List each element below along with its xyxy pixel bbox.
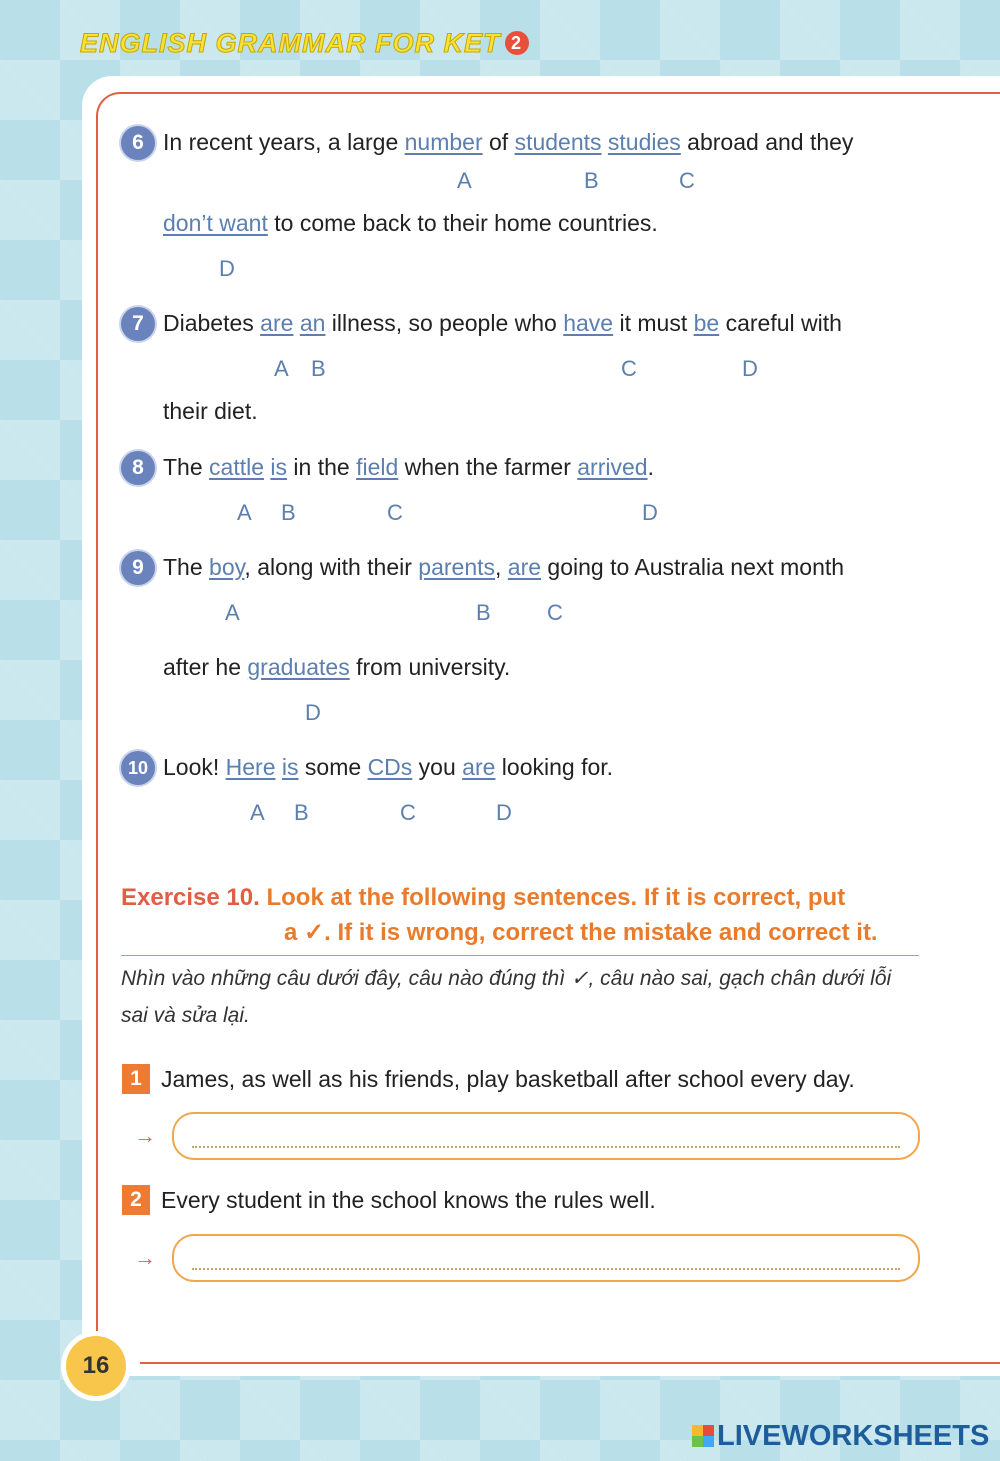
item-1-number: 1 (122, 1064, 150, 1094)
arrow-icon: → (134, 1245, 156, 1270)
text: The (163, 454, 210, 480)
item-1-answer-input[interactable] (172, 1112, 920, 1160)
label-6c: C (679, 168, 695, 193)
question-9-line-1 (163, 554, 844, 581)
option-9a[interactable]: boy (209, 554, 245, 580)
text: of (482, 129, 515, 155)
option-7b[interactable]: an (299, 310, 326, 336)
label-7d: D (742, 356, 758, 381)
text: The (163, 554, 210, 580)
option-6a[interactable]: number (404, 129, 483, 155)
question-8-number: 8 (121, 451, 155, 485)
text: going to Australia next month (541, 554, 845, 580)
item-2-sentence: Every student in the school knows the rules well. (161, 1187, 656, 1213)
label-6a: A (457, 168, 472, 193)
item-2-answer-input[interactable] (172, 1234, 920, 1282)
text: you (412, 754, 463, 780)
option-10d[interactable]: are (462, 754, 496, 780)
item-1-sentence: James, as well as his friends, play basketball after school every day. (161, 1066, 855, 1092)
label-6b: B (584, 168, 599, 193)
label-8c: C (387, 500, 403, 525)
question-10-number: 10 (121, 751, 155, 785)
option-8a[interactable]: cattle (209, 454, 265, 480)
text: illness, so people who (325, 310, 564, 336)
question-6-line-1 (163, 129, 853, 156)
text: , along with their (244, 554, 419, 580)
option-9c[interactable]: are (507, 554, 542, 580)
exercise-instruction-1: Look at the following sentences. If it is correct, put (259, 884, 846, 911)
text: to come back to their home countries. (267, 210, 658, 236)
question-6-line-2 (163, 210, 658, 237)
option-6c[interactable]: studies (607, 129, 681, 155)
label-9a: A (225, 600, 240, 625)
option-7a[interactable]: are (260, 310, 294, 336)
book-number-badge: 2 (505, 31, 529, 55)
text: Diabetes (163, 310, 261, 336)
text: In recent years, a large (163, 129, 405, 155)
page-frame-bottom (140, 1362, 1000, 1364)
option-7d[interactable]: be (693, 310, 720, 336)
page-number: 16 (66, 1336, 126, 1396)
arrow-icon: → (134, 1123, 156, 1148)
label-10b: B (294, 800, 309, 825)
label-7b: B (311, 356, 326, 381)
text: careful with (719, 310, 842, 336)
label-7c: C (621, 356, 637, 381)
label-8d: D (642, 500, 658, 525)
option-8c[interactable]: field (356, 454, 399, 480)
label-6d: D (219, 256, 235, 281)
text: Look! (163, 754, 226, 780)
question-9-line-2 (163, 654, 510, 681)
question-9-number: 9 (121, 551, 155, 585)
text: from university. (349, 654, 511, 680)
question-7-number: 7 (121, 307, 155, 341)
dotted-line (192, 1268, 900, 1270)
liveworksheets-logo (692, 1420, 989, 1453)
exercise-divider (121, 955, 919, 956)
book-title (80, 28, 529, 59)
text: after he (163, 654, 248, 680)
option-9b[interactable]: parents (418, 554, 496, 580)
label-7a: A (274, 356, 289, 381)
text: their diet. (163, 398, 258, 424)
text: when the farmer (398, 454, 578, 480)
text: . (647, 454, 654, 480)
option-6b[interactable]: students (514, 129, 602, 155)
liveworksheets-icon (692, 1425, 714, 1447)
option-9d[interactable]: graduates (247, 654, 350, 680)
item-2-number: 2 (122, 1185, 150, 1215)
text: looking for. (495, 754, 614, 780)
text: some (298, 754, 368, 780)
question-8-line-1 (163, 454, 654, 481)
label-8a: A (237, 500, 252, 525)
option-6d[interactable]: don’t want (163, 210, 268, 236)
option-8d[interactable]: arrived (577, 454, 648, 480)
label-10c: C (400, 800, 416, 825)
question-7-line-2 (163, 398, 258, 425)
option-10c[interactable]: CDs (367, 754, 413, 780)
exercise-title (121, 878, 921, 918)
option-10b[interactable]: is (281, 754, 299, 780)
text: , (495, 554, 508, 580)
label-9d: D (305, 700, 321, 725)
option-10a[interactable]: Here (225, 754, 276, 780)
book-title-text: ENGLISH GRAMMAR FOR KET (80, 28, 501, 58)
liveworksheets-text: LIVEWORKSHEETS (717, 1420, 990, 1452)
label-8b: B (281, 500, 296, 525)
label-9c: C (547, 600, 563, 625)
label-10d: D (496, 800, 512, 825)
option-7c[interactable]: have (563, 310, 614, 336)
question-6-number: 6 (121, 126, 155, 160)
question-7-line-1 (163, 310, 842, 337)
label-10a: A (250, 800, 265, 825)
exercise-instruction-2: a ✓. If it is wrong, correct the mistake and correct it. (284, 919, 878, 946)
exercise-label: Exercise 10. (121, 884, 260, 911)
text: it must (613, 310, 694, 336)
label-9b: B (476, 600, 491, 625)
text: abroad and they (680, 129, 854, 155)
dotted-line (192, 1146, 900, 1148)
option-8b[interactable]: is (270, 454, 288, 480)
question-10-line-1 (163, 754, 613, 781)
text: in the (287, 454, 357, 480)
exercise-vietnamese-instruction: Nhìn vào những câu dưới đây, câu nào đúng thì ✓, câu nào sai, gạch chân dưới lỗi sai và sửa lại. (121, 967, 892, 1027)
page-frame (96, 92, 1000, 1366)
